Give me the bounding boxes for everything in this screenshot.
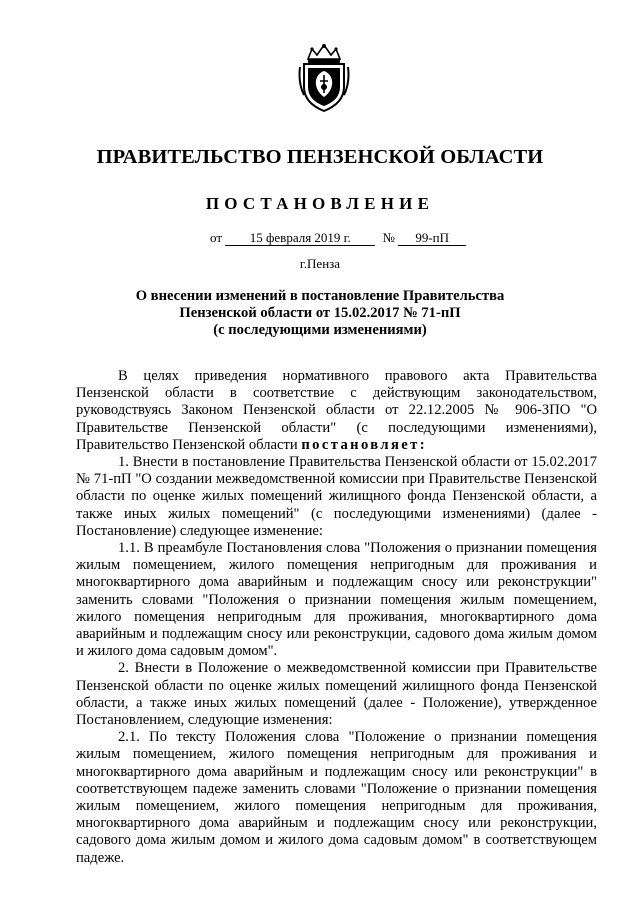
- paragraph-1: 1. Внести в постановление Правительства Пензенской области от 15.02.2017 № 71-пП "О создании межведомственной комиссии при Правительстве Пензенской области по оценке жилых помещений жилищного фонда Пензенской области, а также иных жилых помещений" (с последующими изменениями) (далее - Постановление) следующее изменение:: [76, 454, 597, 539]
- title-line: О внесении изменений в постановление Правительства: [135, 288, 505, 304]
- paragraph-2-1: 2.1. По тексту Положения слова "Положение о признании помещения жилым помещением, жилого помещения непригодным для проживания и многоквартирного дома аварийным и подлежащим сносу или реконструкции" в соответствующем падеже заменить словами "Положение о признании помещения жилым помещением, жилого помещения непригодным для проживания, многоквартирного дома аварийным и подлежащим сносу или реконструкции, садового дома жилым домом и жилого дома садовым домом" в соответствующем падеже.: [76, 729, 597, 866]
- number-sign: №: [382, 230, 395, 245]
- paragraph-intro: В целях приведения нормативного правового акта Правительства Пензенской области в соответствие с действующим законодательством, руководствуясь Законом Пензенской области от 22.12.2005 № 906-ЗПО "О Правительстве Пензенской области" (с последующими изменениями), Правительство Пензенской области постановляет:: [76, 368, 597, 453]
- organization-title: ПРАВИТЕЛЬСТВО ПЕНЗЕНСКОЙ ОБЛАСТИ: [96, 146, 544, 168]
- title-line: (с последующими изменениями): [213, 322, 427, 338]
- document-type: ПОСТАНОВЛЕНИЕ: [205, 194, 435, 213]
- date-number-line: [210, 230, 466, 246]
- date-prefix: от: [210, 230, 223, 245]
- coat-of-arms-emblem: [298, 43, 350, 113]
- number-value: 99-пП: [398, 231, 466, 246]
- city: г.Пенза: [299, 256, 341, 271]
- paragraph-1-1: 1.1. В преамбуле Постановления слова "Положения о признании помещения жилым помещением, жилого помещения непригодным для проживания и многоквартирного дома аварийным и подлежащим сносу или реконструкции" заменить словами "Положения о признании помещения жилым помещением, жилого помещения непригодным для проживания, многоквартирного дома аварийным и подлежащим сносу или реконструкции, садового дома жилым домом и жилого дома садовым домом".: [76, 540, 597, 660]
- date-value: 15 февраля 2019 г.: [225, 231, 375, 246]
- resolution-keyword: постановляет:: [301, 436, 427, 453]
- title-line: Пензенской области от 15.02.2017 № 71-пП: [179, 305, 461, 321]
- paragraph-2: 2. Внести в Положение о межведомственной комиссии при Правительстве Пензенской области по оценке жилых помещений жилищного фонда Пензенской области, а также иных жилых помещений (далее - Положение), утвержденное Постановлением, следующие изменения:: [76, 660, 597, 729]
- document-title: [100, 288, 540, 339]
- document-body: [76, 368, 597, 867]
